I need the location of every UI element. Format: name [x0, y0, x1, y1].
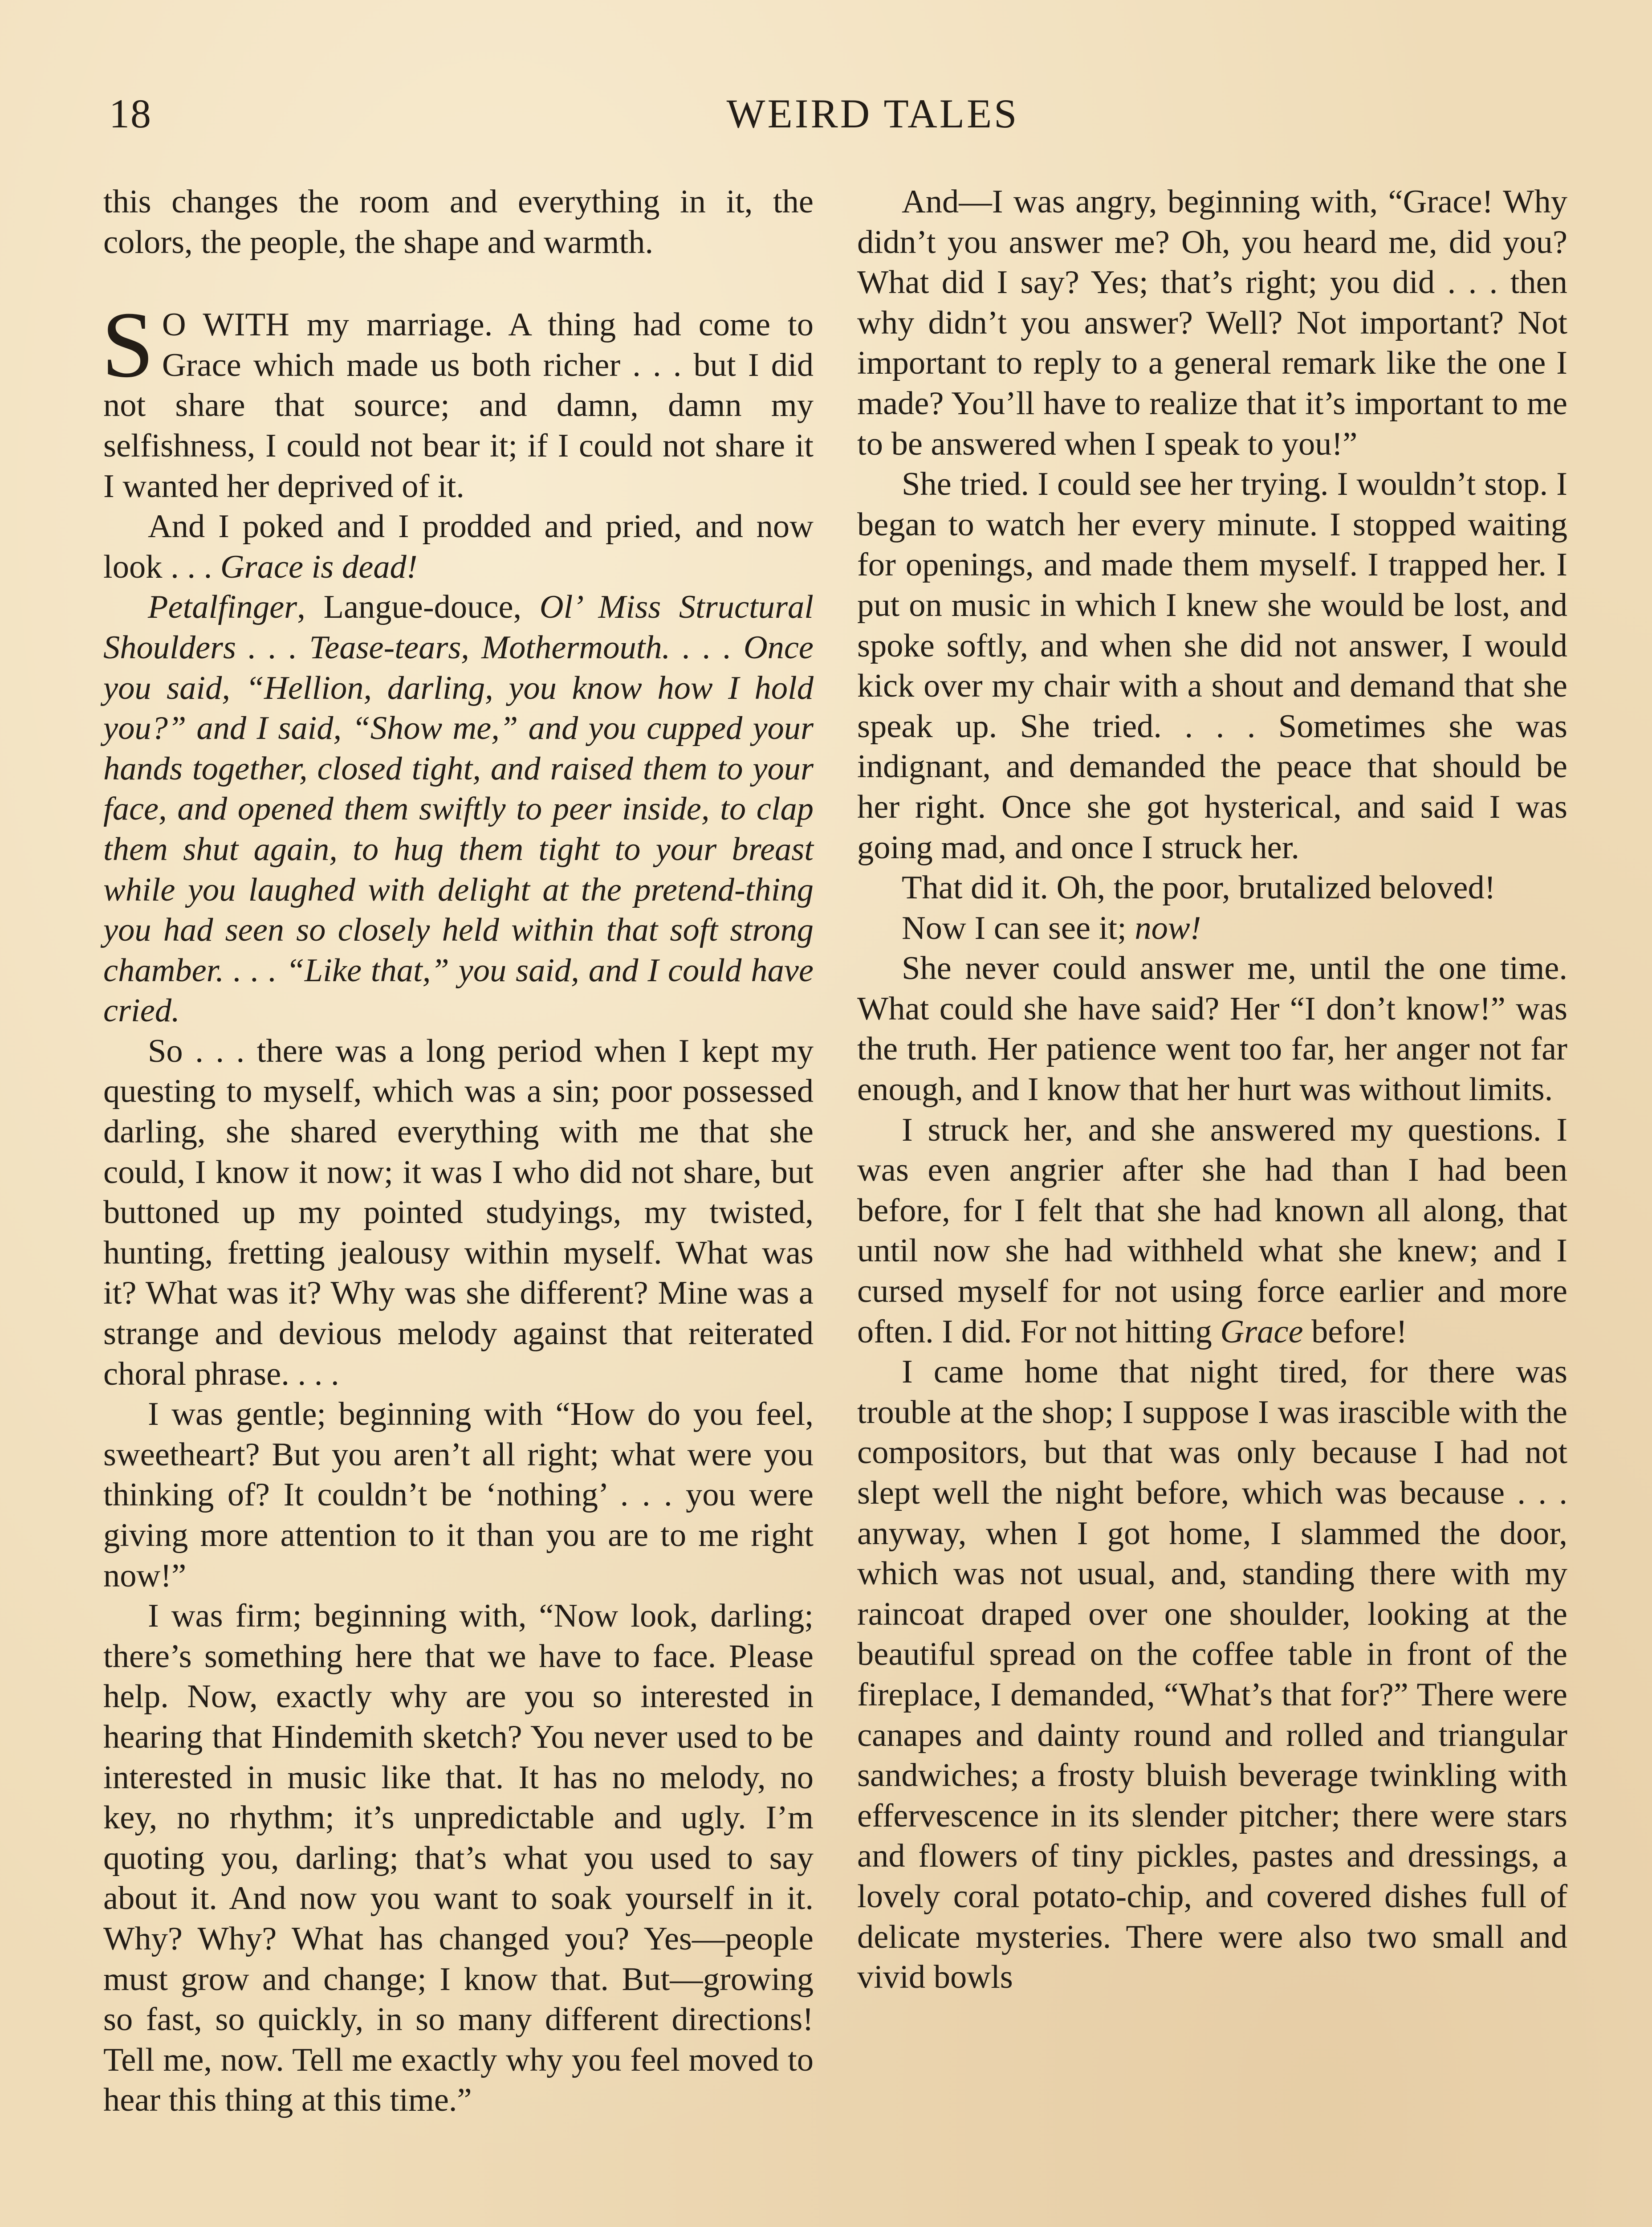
paragraph-text: before! — [1303, 1313, 1408, 1350]
paragraph-text: And I poked and I prodded and pried, and now look . . . — [103, 508, 814, 585]
paragraph: And—I was angry, beginning with, “Grace! Why didn’t you answer me? Oh, you heard me, did you? What did I say? Yes; that’s right; you did . . . then why didn’t you answer? Well? Not important? Not important to reply to a general remark like the one I made? You’ll have to realize that it’s important to me to be answered when I speak to you!” — [857, 184, 1567, 462]
paragraph-dropcap — [102, 292, 814, 506]
paragraph — [857, 1110, 1567, 1352]
paragraph — [857, 908, 1567, 949]
emphasis: Ol’ Miss Structural Shoulders . . . Tease-tears, Mothermouth. . . . Once you said, “Hellion, darling, you know how I hold you?” and I said, “Show me,” and you cupped your hands together, closed tight, and raised them to your face, and opened them swiftly to peer inside, to clap them shut again, to hug them tight to your breast while you laughed with delight at the pretend-thing you had seen so closely held within that soft strong chamber. . . . “Like that,” you said, and I could have cried. — [103, 589, 814, 1029]
emphasis: Grace is dead! — [220, 548, 418, 585]
paragraph: this changes the room and everything in it, the colors, the people, the shape and warmth. — [103, 184, 814, 261]
paragraph-text: O WITH my marriage. A thing had come to Grace which made us both richer . . . but I did not share that source; and damn, damn my selfishness, I could not bear it; if I could not share it I wanted her deprived of it. — [103, 306, 814, 505]
paragraph: She never could answer me, until the one time. What could she have said? Her “I don’t know!” was the truth. Her patience went too far, her anger not far enough, and I know that her hurt was without limits. — [857, 950, 1567, 1108]
paragraph: That did it. Oh, the poor, brutalized beloved! — [902, 869, 1496, 906]
paragraph-text: Now I can see it; — [902, 910, 1135, 946]
paragraph: She tried. I could see her trying. I wouldn’t stop. I began to watch her every minute. I stopped waiting for openings, and made them myself. I trapped her. I put on music in which I knew she would be lost, and spoke softly, and when she did not answer, I would kick over my chair with a shout and demand that she speak up. She tried. . . . Sometimes she was indignant, and demanded the peace that should be her right. Once she got hysterical, and said I was going mad, and once I struck her. — [857, 466, 1567, 866]
left-column — [103, 182, 814, 2121]
page-number: 18 — [109, 91, 152, 136]
emphasis: now! — [1135, 910, 1201, 946]
drop-cap: S — [102, 292, 154, 397]
paragraph: I was gentle; beginning with “How do you feel, sweetheart? But you aren’t all right; what were you thinking of? It couldn’t be ‘nothing’ . . . you were giving more attention to it than you are to me right now!” — [103, 1396, 814, 1594]
paragraph: I was firm; beginning with, “Now look, darling; there’s something here that we have to face. Please help. Now, exactly why are you so interested in hearing that Hindemith sketch? You never used to be interested in music like that. It has no melody, no key, no rhythm; it’s unpredictable and ugly. I’m quoting you, darling; that’s what you used to say about it. And now you want to soak yourself in it. Why? Why? What has changed you? Yes—people must grow and change; I know that. But—growing so fast, so quickly, in so many different directions! Tell me, now. Tell me exactly why you feel moved to hear this thing at this time.” — [103, 1598, 814, 2119]
emphasis: Grace — [1220, 1313, 1303, 1350]
paragraph-text: I struck her, and she answered my questions. I was even angrier after she had than I had been before, for I felt that she had known all along, that until now she had withheld what she knew; and I cursed myself for not using force earlier and more often. I did. For not hitting — [857, 1111, 1567, 1350]
emphasis: Petalfinger — [148, 589, 297, 626]
paragraph: I came home that night tired, for there was trouble at the shop; I suppose I was irascible with the compositors, but that was only because I had not slept well the night before, which was because . . . anyway, when I got home, I slammed the door, which was not usual, and, standing there with my raincoat draped over one shoulder, looking at the beautiful spread on the coffee table in front of the fireplace, I demanded, “What’s that for?” There were canapes and dainty round and rolled and triangular sandwiches; a frosty bluish beverage twinkling with effervescence in its slender pitcher; there were stars and flowers of tiny pickles, pastes and dressings, a lovely coral potato-chip, and covered dishes full of delicate mysteries. There were also two small and vivid bowls — [857, 1354, 1567, 1996]
paragraph-italic — [103, 587, 814, 1031]
paragraph-text: , Langue-douce, — [297, 589, 540, 626]
right-column — [857, 182, 1567, 1998]
running-head: WEIRD TALES — [726, 91, 1019, 136]
paragraph — [103, 506, 814, 587]
paragraph: So . . . there was a long period when I kept my questing to myself, which was a sin; poor possessed darling, she shared everything with me that she could, I know it now; it was I who did not share, but buttoned up my pointed studyings, my twisted, hunting, fretting jealousy within myself. What was it? What was it? Why was she different? Mine was a strange and devious melody against that reiterated choral phrase. . . . — [103, 1032, 814, 1392]
